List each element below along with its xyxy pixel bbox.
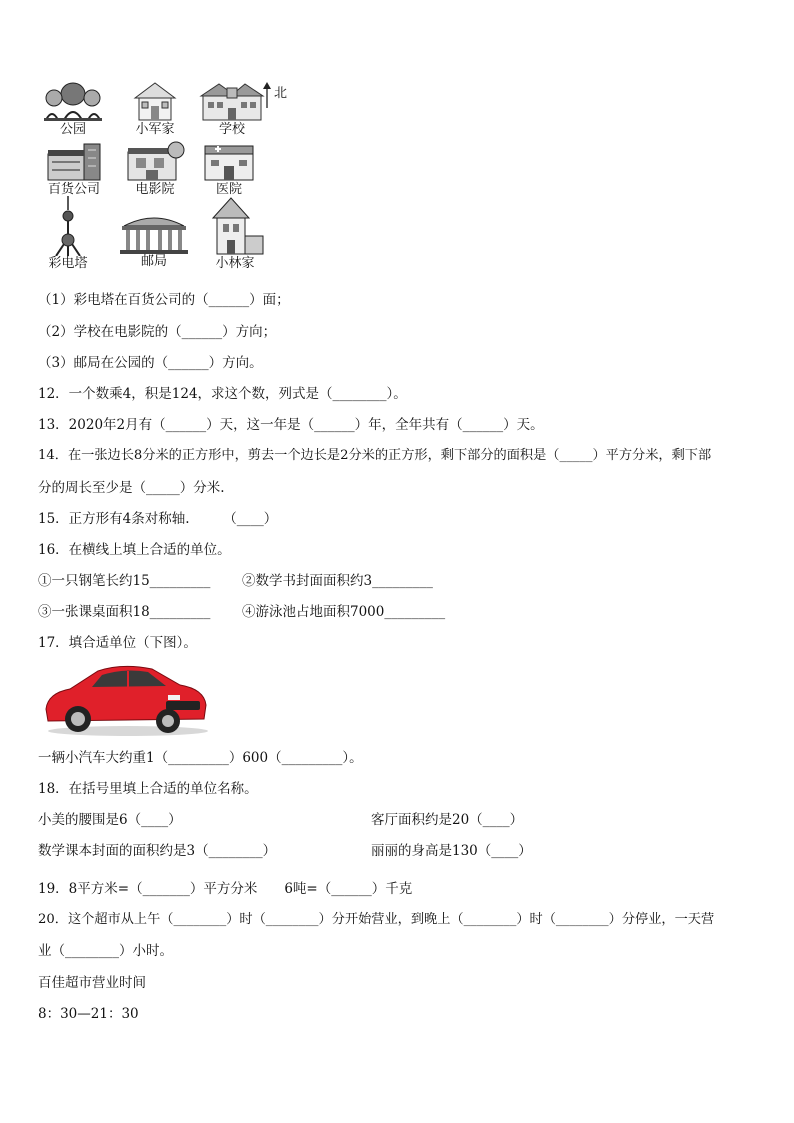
question-18-item-2: 客厅面积约是20（____） (371, 812, 524, 828)
question-14-line-2: 分的周长至少是（_____）分米. (38, 480, 225, 496)
school-icon (199, 80, 265, 122)
place-post-office (114, 210, 194, 269)
question-20-line-2: 业（________）小时。 (38, 943, 173, 959)
place-label: 学校 (218, 122, 245, 137)
place-label: 医院 (215, 182, 242, 197)
place-park (38, 80, 108, 137)
question-12: 12．一个数乘4，积是124，求这个数，列式是（________）。 (38, 386, 407, 402)
hospital-icon (201, 140, 257, 182)
question-13: 13．2020年2月有（______）天，这一年是（______）年，全年共有（______）天。 (38, 417, 544, 433)
question-16-item-1: ①一只钢笔长约15_________ (38, 573, 211, 589)
store-hours-title: 百佳超市营业时间 (38, 975, 146, 991)
question-14-line-1: 14．在一张边长8分米的正方形中，剪去一个边长是2分米的正方形，剩下部分的面积是（_____）平方分米，剩下部 (38, 448, 712, 463)
question-19: 19．8平方米=（_______）平方分米 6吨=（______）千克 (38, 881, 413, 897)
question-16-item-4: ④游泳池占地面积7000_________ (242, 604, 446, 620)
question-18-item-1: 小美的腰围是6（____） (38, 812, 182, 828)
store-hours-time: 8：30—21：30 (38, 1006, 139, 1022)
north-label: 北 (274, 86, 288, 101)
question-15: 15．正方形有4条对称轴. （____） (38, 511, 278, 527)
question-16-item-3: ③一张课桌面积18_________ (38, 604, 211, 620)
place-label: 小军家 (135, 122, 175, 137)
house-icon (131, 80, 179, 122)
question-11-1: （1）彩电塔在百货公司的（______）面； (38, 292, 290, 308)
cinema-icon (124, 140, 186, 182)
place-department-store (36, 140, 112, 197)
question-18-item-4: 丽丽的身高是130（____） (371, 843, 532, 859)
tv-tower-icon (48, 196, 88, 256)
question-20-line-1: 20．这个超市从上午（________）时（________）分开始营业，到晚上（________）时（________）分停业，一天营 (38, 912, 715, 927)
place-school (196, 80, 268, 137)
question-16-item-2: ②数学书封面面积约3_________ (242, 573, 433, 589)
question-16: 16．在横线上填上合适的单位。 (38, 542, 231, 558)
post-office-icon (116, 210, 192, 254)
place-label: 小林家 (215, 256, 255, 271)
place-label: 百货公司 (47, 182, 100, 197)
place-label: 彩电塔 (48, 256, 88, 271)
place-tv-tower (36, 196, 100, 271)
question-11-2: （2）学校在电影院的（______）方向； (38, 324, 277, 340)
red-car-image (40, 659, 210, 737)
place-xiaolin-home (200, 196, 270, 271)
question-18-item-3: 数学课本封面的面积约是3（________） (38, 843, 277, 859)
question-17: 17．填合适单位（下图）。 (38, 635, 197, 651)
place-label: 电影院 (135, 182, 175, 197)
arrow-up-icon (262, 82, 272, 108)
place-hospital (196, 140, 262, 197)
place-label: 公园 (59, 122, 86, 137)
place-label: 邮局 (140, 254, 167, 269)
department-store-icon (44, 140, 104, 182)
question-17-line: 一辆小汽车大约重1（_________）600（_________）。 (38, 750, 363, 766)
park-icon (42, 80, 104, 122)
question-11-3: （3）邮局在公园的（______）方向。 (38, 355, 263, 371)
place-cinema (118, 140, 192, 197)
question-18: 18．在括号里填上合适的单位名称。 (38, 781, 258, 797)
house-icon (205, 196, 265, 256)
place-xiaojun-home (120, 80, 190, 137)
